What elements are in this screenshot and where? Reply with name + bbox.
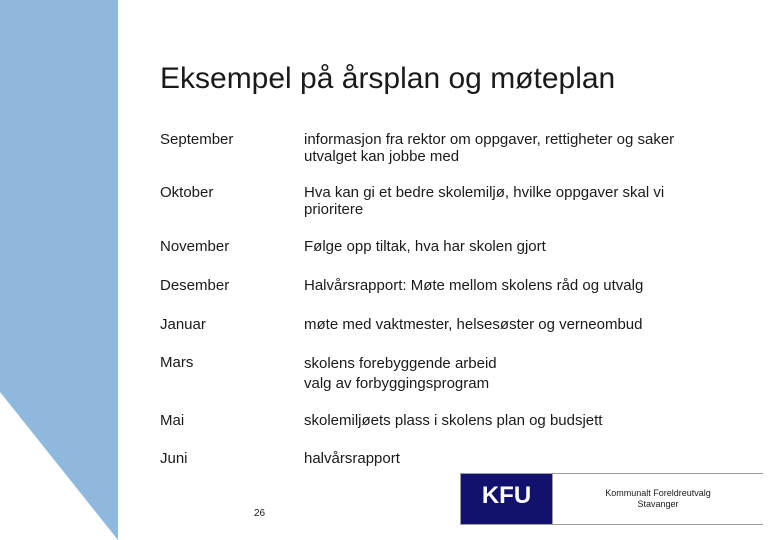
month-label: November [160,238,230,255]
page-number: 26 [254,508,266,519]
row-description: Halvårsrapport: Møte mellom skolens råd og utvalg [304,277,644,294]
row-description: møte med vaktmester, helsesøster og verneombud [304,316,643,333]
logo-name-line2: Stavanger [637,499,679,510]
logo-name-line1: Kommunalt Foreldreutvalg [605,488,711,498]
logo-organization-name [553,474,763,524]
decorative-side-band [0,0,130,540]
month-label: Juni [160,450,188,467]
row-description: skolemiljøets plass i skolens plan og budsjett [304,412,603,429]
month-label: Januar [160,316,206,333]
page-title: Eksempel på årsplan og møteplan [160,62,616,95]
kfu-logo [460,473,763,525]
month-label: Desember [160,277,230,294]
row-description: Følge opp tiltak, hva har skolen gjort [304,238,546,255]
month-label: Oktober [160,184,214,201]
row-description: skolens forebyggende arbeid valg av forbyggingsprogram [304,355,497,392]
logo-abbreviation: KFU [461,474,552,524]
month-label: September [160,131,234,148]
month-label: Mai [160,412,185,429]
row-description: halvårsrapport [304,450,400,467]
month-label: Mars [160,354,194,371]
row-description: informasjon fra rektor om oppgaver, rettigheter og saker utvalget kan jobbe med [304,131,675,166]
row-description: Hva kan gi et bedre skolemiljø, hvilke oppgaver skal vi prioritere [304,184,665,219]
